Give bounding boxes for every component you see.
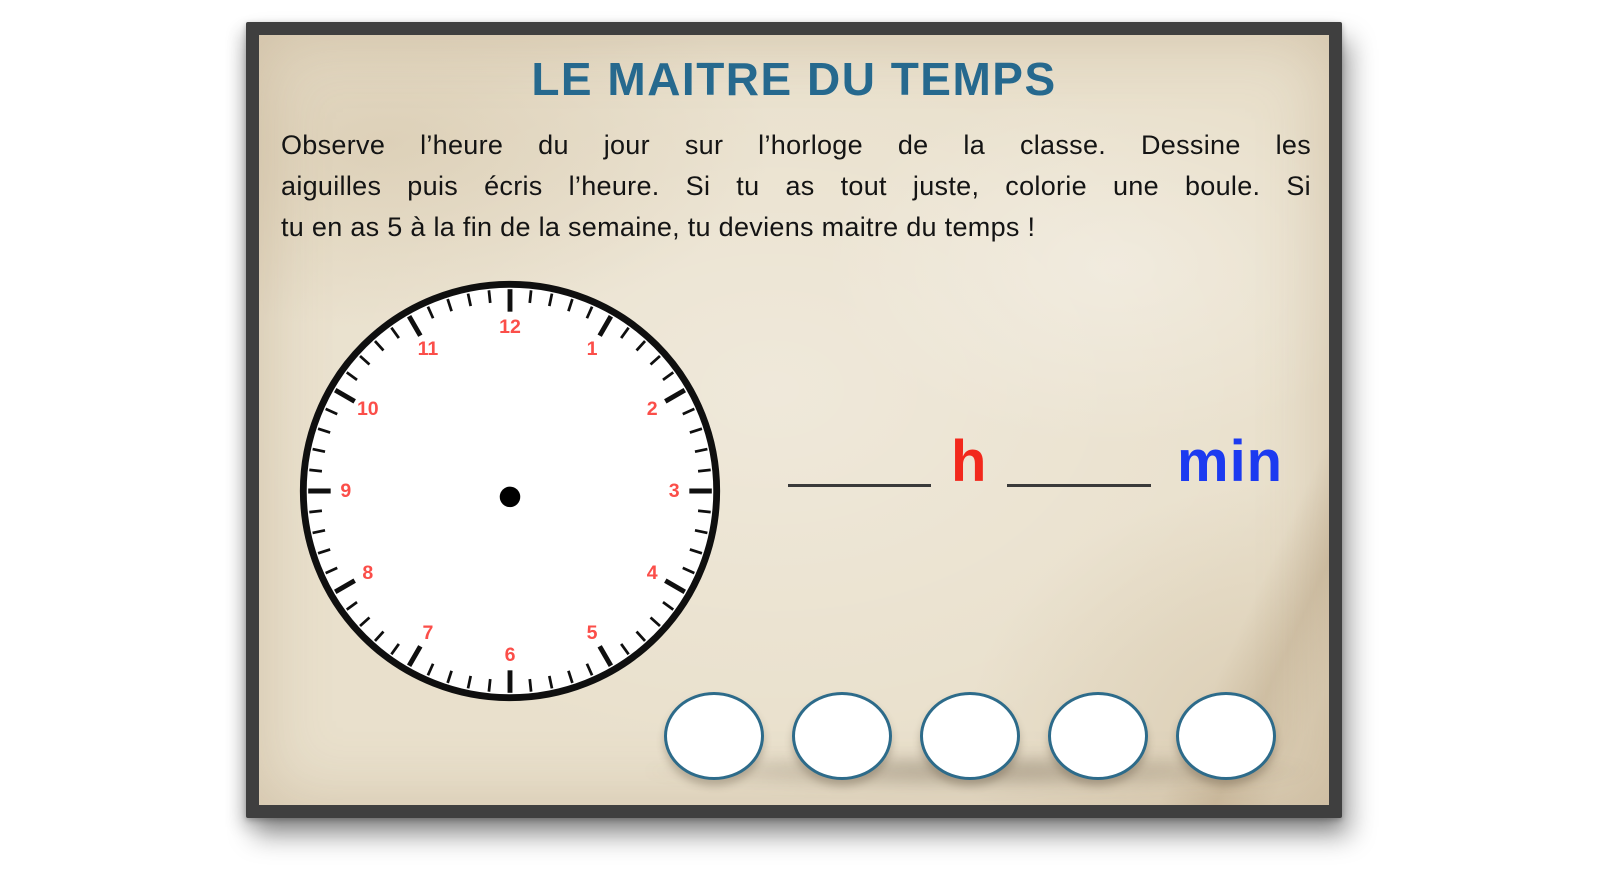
svg-text:1: 1 — [586, 337, 598, 360]
worksheet-slide — [246, 22, 1342, 818]
svg-text:5: 5 — [586, 622, 598, 645]
boule[interactable] — [664, 692, 764, 780]
svg-text:12: 12 — [499, 315, 521, 338]
boule[interactable] — [1176, 692, 1276, 780]
boule[interactable] — [1048, 692, 1148, 780]
boule[interactable] — [920, 692, 1020, 780]
instructions-line: Observe l’heure du jour sur l’horloge de la classe. Dessine les — [281, 130, 1311, 160]
minutes-unit-label: min — [1177, 429, 1284, 494]
svg-text:4: 4 — [646, 562, 658, 585]
hours-blank-line[interactable] — [788, 484, 931, 487]
parchment-paper — [259, 35, 1329, 805]
svg-text:9: 9 — [340, 480, 352, 502]
worksheet-title: LE MAITRE DU TEMPS — [531, 53, 1057, 105]
svg-text:2: 2 — [646, 397, 658, 420]
svg-text:6: 6 — [504, 644, 516, 667]
hours-unit-label: h — [951, 429, 988, 494]
clock-face[interactable] — [295, 276, 725, 706]
boule[interactable] — [792, 692, 892, 780]
instructions-line: aiguilles puis écris l’heure. Si tu as tout juste, colorie une boule. Si — [281, 171, 1311, 201]
svg-text:3: 3 — [668, 480, 680, 502]
svg-text:8: 8 — [362, 562, 374, 585]
minutes-blank-line[interactable] — [1007, 484, 1151, 487]
svg-text:10: 10 — [356, 397, 379, 420]
svg-text:7: 7 — [422, 622, 434, 645]
svg-text:11: 11 — [417, 337, 439, 360]
instructions-paragraph — [281, 125, 1311, 248]
boules-row — [664, 692, 1276, 780]
instructions-line: tu en as 5 à la fin de la semaine, tu deviens maitre du temps ! — [281, 212, 1036, 242]
